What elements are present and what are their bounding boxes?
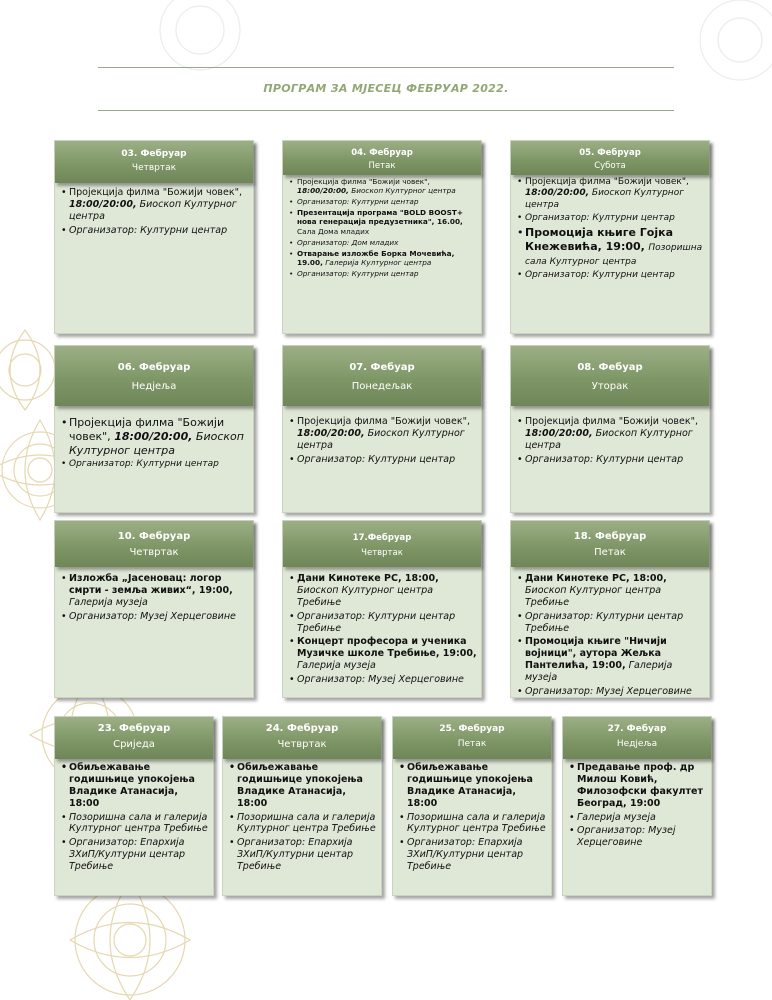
event-card-header (511, 346, 709, 406)
event-item: • Обиљежавање годишњице упокојења Владике Атанасија, 18:00 (237, 762, 378, 810)
event-organizer: • Организатор: Културни центар (525, 454, 706, 466)
event-organizer: • Организатор: Дом младих (297, 238, 478, 247)
event-organizer: • Организатор: Музеј Херцеговине (577, 825, 708, 849)
event-card-header (55, 141, 253, 183)
event-weekday: Четвртак (277, 739, 327, 750)
event-card-header (283, 521, 481, 567)
event-list (398, 762, 548, 875)
event-list (60, 762, 210, 875)
event-date: 05. Фебруар (579, 148, 641, 158)
event-item: • Пројекција филма "Божији човек", 18:00/20:00, Биоскоп Културног центра (297, 177, 478, 195)
event-item: • Дани Кинотеке РС, 18:00, Биоскоп Културног центра Требиње (525, 573, 706, 609)
event-organizer: • Организатор: Епархија ЗХиП/Културни центар Требиње (407, 837, 548, 873)
event-item: • Дани Кинотеке РС, 18:00, Биоскоп Културног центра Требиње (297, 573, 478, 609)
event-weekday: Недјеља (131, 381, 177, 392)
event-card-feb07 (282, 345, 482, 513)
event-card-feb24 (222, 716, 382, 896)
event-card-feb18 (510, 520, 710, 698)
event-card-feb06 (54, 345, 254, 513)
event-date: 25. Фебруар (439, 724, 505, 734)
event-card-header (55, 346, 253, 406)
event-item: • Концерт професора и ученика Музичке школе Требиње, 19:00, Галерија музеја (297, 636, 478, 672)
event-date: 23. Фебруар (97, 723, 171, 734)
event-card-header (223, 717, 381, 759)
event-organizer: • Организатор: Културни центар Требиње (525, 611, 706, 635)
top-rule (98, 67, 674, 68)
event-date: 04. Фебруар (351, 148, 413, 158)
event-list (288, 573, 478, 688)
event-item: • Пројекција филма "Божији човек", 18:00/20:00, Биоскоп Културног центра (69, 416, 250, 457)
event-list (288, 416, 478, 468)
event-weekday: Петак (457, 739, 487, 749)
event-weekday: Уторак (591, 381, 629, 392)
event-date: 27. Фебуар (607, 724, 667, 734)
event-card-header (55, 521, 253, 567)
event-date: 24. Фебруар (265, 723, 339, 734)
event-card-header (511, 141, 709, 175)
event-date: 17.Фебруар (352, 533, 412, 543)
event-card-header (55, 717, 213, 759)
event-list (288, 177, 478, 280)
event-card-feb04 (282, 140, 482, 334)
event-organizer: • Организатор: Културни центар (525, 213, 706, 224)
event-item: • Обиљежавање годишњице упокојења Владике Атанасија, 18:00 (407, 762, 548, 810)
event-card-header (283, 346, 481, 406)
event-date: 08. Фебуар (577, 362, 643, 373)
event-weekday: Недјеља (616, 739, 658, 749)
event-weekday: Понедељак (351, 381, 413, 392)
event-weekday: Сриједа (113, 739, 155, 750)
event-item: • Пројекција филма "Божији човек", 18:00/20:00, Биоскоп Културног центра (525, 416, 706, 452)
event-weekday: Петак (368, 161, 396, 171)
event-card-feb17 (282, 520, 482, 698)
event-card-feb05 (510, 140, 710, 334)
event-item: • Отварање изложбе Борка Мочевића, 19.00, Галерија Културног центра (297, 249, 478, 267)
event-date: 10. Фебруар (117, 531, 191, 542)
event-organizer: • Организатор: Епархија ЗХиП/Културни центар Требиње (69, 837, 210, 873)
event-card-feb23 (54, 716, 214, 896)
event-organizer: • Организатор: Музеј Херцеговине (525, 686, 706, 698)
event-date: 18. Фебруар (573, 531, 647, 542)
event-list (516, 573, 706, 700)
event-organizer: • Организатор: Културни центар (297, 269, 478, 278)
event-card-header (563, 717, 711, 759)
event-weekday: Четвртак (361, 548, 403, 558)
event-organizer: • Организатор: Музеј Херцеговине (69, 611, 250, 623)
event-weekday: Субота (594, 161, 626, 171)
event-card-feb10 (54, 520, 254, 698)
event-card-header (511, 521, 709, 567)
event-item: • Пројекција филма "Божији човек", 18:00/20:00, Биоскоп Културног центра (297, 416, 478, 452)
event-item: • Промоција књиге "Ничији војници", аутора Жељка Пантелића, 19:00, Галерија музеја (525, 636, 706, 684)
event-weekday: Четвртак (129, 547, 179, 558)
event-list (516, 177, 706, 284)
event-organizer: • Организатор: Културни центар Требиње (297, 611, 478, 635)
event-organizer: • Организатор: Културни центар (69, 225, 250, 237)
page-title: ПРОГРАМ ЗА МЈЕСЕЦ ФЕБРУАР 2022. (263, 82, 509, 95)
event-card-header (393, 717, 551, 759)
event-organizer: • Организатор: Епархија ЗХиП/Културни центар Требиње (237, 837, 378, 873)
event-list (60, 187, 250, 239)
event-list (568, 762, 708, 851)
event-list (60, 416, 250, 473)
event-card-feb27 (562, 716, 712, 896)
event-item: • Пројекција филма "Божији човек", 18:00/20:00, Биоскоп Културног центра (69, 187, 250, 223)
event-organizer: • Организатор: Музеј Херцеговине (297, 674, 478, 686)
event-organizer: • Организатор: Културни центар (297, 454, 478, 466)
event-card-feb08 (510, 345, 710, 513)
event-weekday: Петак (594, 547, 626, 558)
event-venue: • Галерија музеја (577, 812, 708, 824)
event-date: 06. Фебруар (117, 362, 191, 373)
event-item: • Изложба „Јасеновац: логор смрти - земља живих“, 19:00, Галерија музеја (69, 573, 250, 609)
event-item: • Обиљежавање годишњице упокојења Владике Атанасија, 18:00 (69, 762, 210, 810)
event-card-feb25 (392, 716, 552, 896)
event-card-header (283, 141, 481, 175)
event-item: • Промоција књиге Гојка Кнежевића, 19:00, Позоришна сала Културног центра (525, 226, 706, 268)
event-organizer: • Организатор: Културни центар (297, 197, 478, 206)
event-item: • Презентација програма "BOLD BOOST+ нова генерација предузетника", 16.00, Сала Дома младих (297, 208, 478, 235)
event-item: • Предавање проф. др Милош Ковић, Филозофски факултет Београд, 19:00 (577, 762, 708, 810)
event-date: 07. Фебуар (349, 362, 415, 373)
event-list (60, 573, 250, 625)
event-weekday: Четвртак (131, 163, 177, 173)
event-item: • Пројекција филма "Божији човек", 18:00/20:00, Биоскоп Културног центра (525, 177, 706, 211)
event-venue: • Позоришна сала и галерија Културног центра Требиње (237, 812, 378, 836)
event-organizer: • Организатор: Културни центар (69, 459, 250, 470)
event-list (516, 416, 706, 468)
title-rule (98, 110, 674, 111)
event-card-feb03 (54, 140, 254, 334)
event-date: 03. Фебруар (121, 149, 187, 159)
event-list (228, 762, 378, 875)
event-venue: • Позоришна сала и галерија Културног центра Требиње (69, 812, 210, 836)
event-venue: • Позоришна сала и галерија Културног центра Требиње (407, 812, 548, 836)
event-organizer: • Организатор: Културни центар (525, 270, 706, 281)
